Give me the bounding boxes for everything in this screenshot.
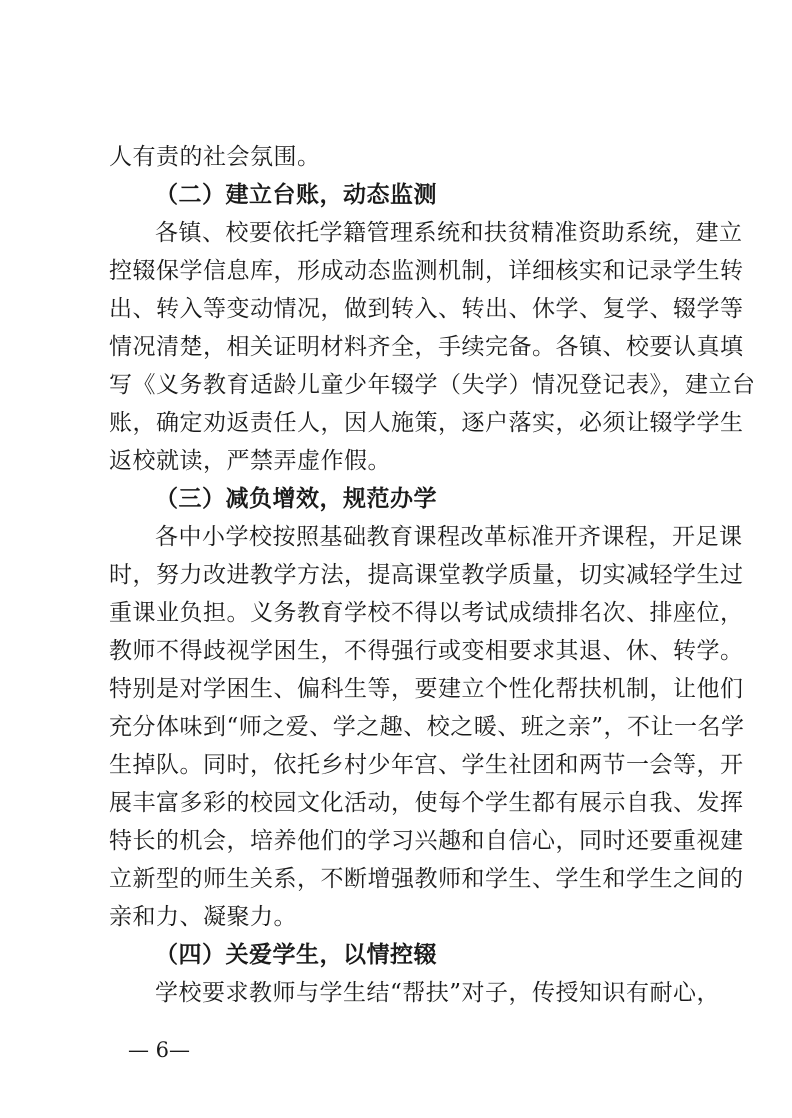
paragraph-line: 展丰富多彩的校园文化活动，使每个学生都有展示自我、发挥: [109, 790, 744, 816]
paragraph-line: 控辍保学信息库，形成动态监测机制，详细核实和记录学生转: [109, 258, 744, 284]
paragraph-line: 时，努力改进教学方法，提高课堂教学质量，切实减轻学生过: [109, 562, 744, 588]
paragraph-line: 立新型的师生关系，不断增强教师和学生、学生和学生之间的: [109, 866, 744, 892]
document-body: [109, 138, 756, 1012]
paragraph-line: 充分体味到“师之爱、学之趣、校之暖、班之亲”，不让一名学: [109, 714, 745, 740]
section-heading: （二）建立台账，动态监测: [155, 181, 437, 208]
paragraph-line: 写《义务教育适龄儿童少年辍学（失学）情况登记表》，建立台: [109, 372, 756, 398]
paragraph-line: 人有责的社会氛围。: [109, 144, 321, 170]
section-heading: （四）关爱学生，以情控辍: [155, 941, 437, 968]
paragraph-line: 教师不得歧视学困生，不得强行或变相要求其退、休、转学。: [109, 638, 744, 664]
paragraph-line: 各中小学校按照基础教育课程改革标准开齐课程，开足课: [155, 524, 743, 550]
paragraph-line: 学校要求教师与学生结“帮扶”对子，传授知识有耐心，: [155, 980, 721, 1006]
paragraph-line: 各镇、校要依托学籍管理系统和扶贫精准资助系统，建立: [155, 220, 743, 246]
paragraph-line: 出、转入等变动情况，做到转入、转出、休学、复学、辍学等: [109, 296, 744, 322]
paragraph-line: 账，确定劝返责任人，因人施策，逐户落实，必须让辍学学生: [109, 410, 744, 436]
paragraph-line: 亲和力、凝聚力。: [109, 904, 297, 930]
paragraph-line: 生掉队。同时，依托乡村少年宫、学生社团和两节一会等，开: [109, 752, 744, 778]
paragraph-line: 重课业负担。义务教育学校不得以考试成绩排名次、排座位，: [109, 600, 744, 626]
paragraph-line: 特别是对学困生、偏科生等，要建立个性化帮扶机制，让他们: [109, 676, 744, 702]
paragraph-line: 特长的机会，培养他们的学习兴趣和自信心，同时还要重视建: [109, 828, 744, 854]
paragraph-line: 返校就读，严禁弄虚作假。: [109, 448, 391, 474]
paragraph-line: 情况清楚，相关证明材料齐全，手续完备。各镇、校要认真填: [109, 334, 744, 360]
section-heading: （三）减负增效，规范办学: [155, 485, 437, 512]
page-number: — 6—: [128, 1038, 191, 1062]
